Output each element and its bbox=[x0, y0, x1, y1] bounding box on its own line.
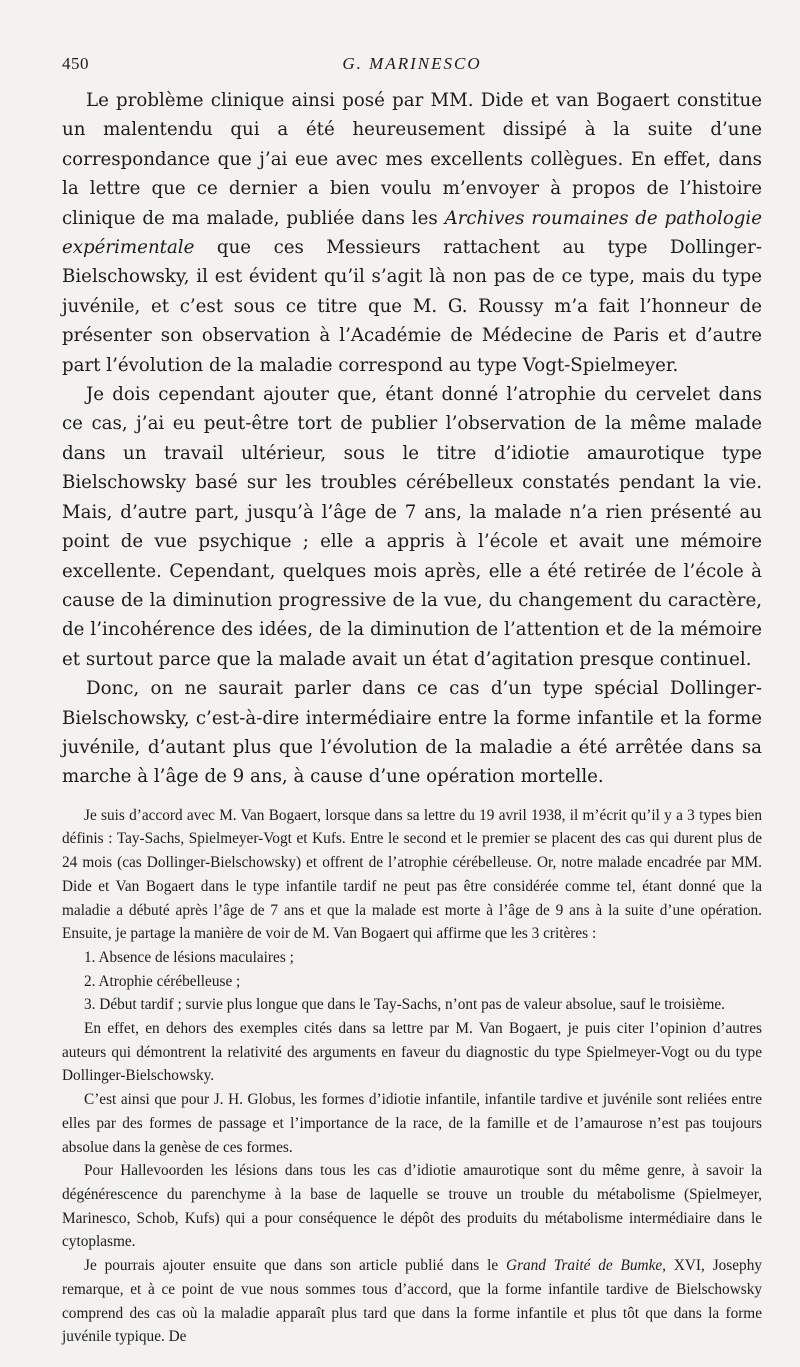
page-header bbox=[62, 48, 762, 78]
text-run: Donc, on ne saurait parler dans ce cas d’un type spécial Dollinger-Bielschowsky, c’est-à-dire intermédiaire entre la forme infantile et la forme juvénile, d’autant plus que l’évolution de la maladie a été arrêtée dans sa marche à l’âge de 9 ans, à cause d’une opération mortelle. bbox=[62, 678, 762, 788]
note-paragraph: En effet, en dehors des exemples cités dans sa lettre par M. Van Bogaert, je puis citer l’opinion d’autres auteurs qui démontrent la relativité des arguments en faveur du diagnostic du type Spielmeyer-Vogt ou du type Dollinger-Bielschowsky. bbox=[62, 1020, 762, 1085]
running-head: G. MARINESCO bbox=[342, 54, 482, 73]
body-paragraph bbox=[62, 86, 762, 380]
criterion-item: 1. Absence de lésions maculaires ; bbox=[84, 948, 294, 966]
text-run: que ces Messieurs rattachent au type Dollinger-Bielschowsky, il est évident qu’il s’agit là non pas de ce type, mais du type juvénile, et c’est sous ce titre que M. G. Roussy m’a fait l’honneur de présenter son observation à l’Académie de Médecine de Paris et d’autre part l’évolution de la maladie correspond au type Vogt-Spielmeyer. bbox=[62, 237, 762, 376]
body-paragraph bbox=[62, 674, 762, 792]
note-paragraph bbox=[62, 1254, 762, 1349]
text-run: Je pourrais ajouter ensuite que dans son article publié dans le bbox=[84, 1257, 507, 1275]
note-paragraph: C’est ainsi que pour J. H. Globus, les formes d’idiotie infantile, infantile tardive et juvénile sont reliées entre elles par des formes de passage et l’importance de la race, de la famille et de l’amaurose n’est pas toujours absolue dans la genèse de ces formes. bbox=[62, 1091, 762, 1156]
criterion-item: 3. Début tardif ; survie plus longue que dans le Tay-Sachs, n’ont pas de valeur absolue, sauf le troisième. bbox=[84, 996, 725, 1014]
body-paragraph bbox=[62, 380, 762, 674]
body-text bbox=[62, 86, 762, 792]
note-paragraph: Pour Hallevoorden les lésions dans tous les cas d’idiotie amaurotique sont du même genre, à savoir la dégénérescence du parenchyme à la base de laquelle se trouve un trouble du métabolisme (Spielmeyer, Marinesco, Schob, Kufs) qui a pour conséquence le dépôt des produits du métabolisme intermédiaire dans le cytoplasme. bbox=[62, 1162, 762, 1251]
criterion-item: 2. Atrophie cérébelleuse ; bbox=[84, 972, 241, 990]
journal-title: Archives roumaines de pathologie expérimentale bbox=[62, 207, 762, 259]
text-run: Je dois cependant ajouter que, étant donné l’atrophie du cervelet dans ce cas, j’ai eu peut-être tort de publier l’observation de la même malade dans un travail ultérieur, sous le titre d’idiotie amaurotique type Bielschowsky basé sur les troubles cérébelleux constatés pendant la vie. Mais, d’autre part, jusqu’à l’âge de 7 ans, la malade n’a rien présenté au point de vue psychique ; elle a appris à l’école et avait une mémoire excellente. Cependant, quelques mois après, elle a été retirée de l’école à cause de la diminution progressive de la vue, du changement du caractère, de l’incohérence des idées, de la diminution de l’attention et de la mémoire et surtout parce que la malade avait un état d’agitation presque continuel. bbox=[62, 384, 762, 670]
page bbox=[62, 48, 762, 1349]
text-run: Le problème clinique ainsi posé par MM. Dide et van Bogaert constitue un malentendu qui a été heureusement dissipé à la suite d’une correspondance que j’ai eue avec mes excellents collègues. En effet, dans la lettre que ce dernier a bien voulu m’envoyer à propos de l’histoire clinique de ma malade, publiée dans les bbox=[62, 90, 762, 229]
small-print-notes bbox=[62, 804, 762, 1349]
page-number: 450 bbox=[62, 54, 89, 73]
work-title: Grand Traité de Bumke bbox=[506, 1257, 663, 1275]
note-paragraph: Je suis d’accord avec M. Van Bogaert, lorsque dans sa lettre du 19 avril 1938, il m’écrit qu’il y a 3 types bien définis : Tay-Sachs, Spielmeyer-Vogt et Kufs. Entre le second et le premier se placent des cas qui durent plus de 24 mois (cas Dollinger-Bielschowsky) et offrent de l’atrophie cérébelleuse. Or, notre malade encadrée par MM. Dide et Van Bogaert dans le type infantile tardif ne peut pas être considérée comme tel, étant donné que la maladie a débuté après l’âge de 7 ans et que la malade est morte à l’âge de 9 ans à la suite d’une opération. Ensuite, je partage la manière de voir de M. Van Bogaert qui affirme que les 3 critères : bbox=[62, 806, 762, 943]
text-run: , XVI, Josephy remarque, et à ce point de vue nous sommes tous d’accord, que la forme infantile tardive de Bielschowsky comprend des cas où la maladie apparaît plus tard que dans la forme infantile et plus tôt que dans la forme juvénile typique. De bbox=[62, 1257, 762, 1346]
